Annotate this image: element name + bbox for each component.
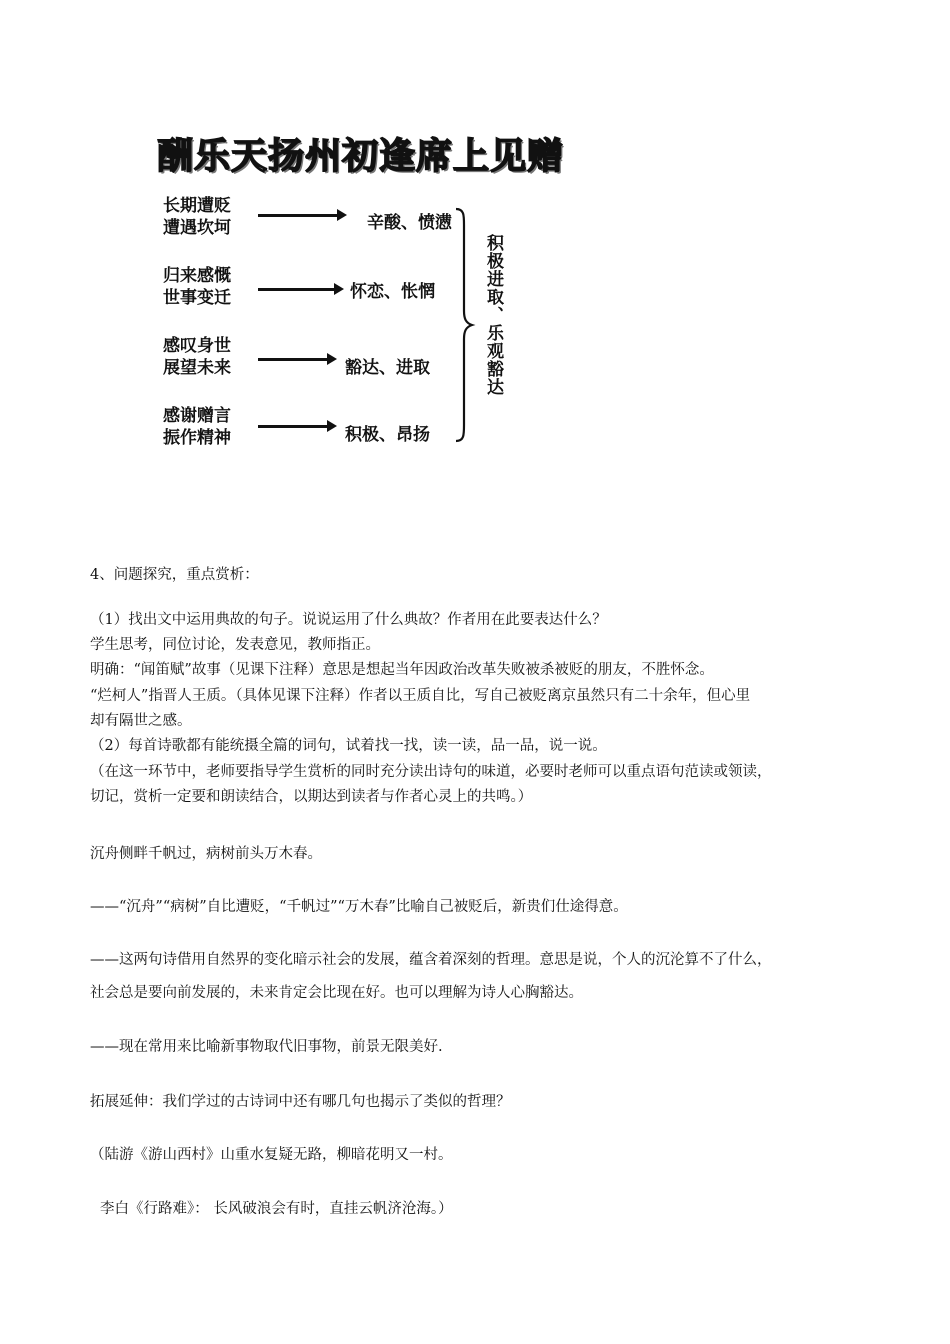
cause-line: 感叹身世 bbox=[163, 336, 231, 356]
cause-label bbox=[163, 405, 253, 449]
emotion-label: 怀恋、怅惘 bbox=[350, 282, 435, 302]
question-2-note: （在这一环节中，老师要指导学生赏析的同时充分读出诗句的味道，必要时老师可以重点语句范读或领读， bbox=[90, 764, 772, 780]
arrow-icon bbox=[258, 425, 328, 428]
summary-label: 积极进取、乐观豁达 bbox=[483, 234, 503, 396]
question-1-method: 学生思考，同位讨论，发表意见，教师指正。 bbox=[90, 637, 380, 653]
cause-line: 感谢赠言 bbox=[163, 406, 231, 426]
cause-label bbox=[163, 265, 253, 309]
question-1-answer: 明确：“闻笛赋”故事（见课下注释）意思是想起当年因政治改革失败被杀被贬的朋友，不胜怀念。 bbox=[90, 662, 714, 678]
question-1-answer: 却有隔世之感。 bbox=[90, 713, 192, 729]
arrow-icon bbox=[258, 214, 338, 217]
extension-question: 拓展延伸：我们学过的古诗词中还有哪几句也揭示了类似的哲理？ bbox=[90, 1094, 511, 1110]
analysis-paragraph: ——“沉舟”“病树”自比遭贬，“千帆过”“万木春”比喻自己被贬后，新贵们仕途得意。 bbox=[90, 899, 628, 915]
emotion-label: 辛酸、愤懑 bbox=[367, 213, 452, 233]
emotion-label: 豁达、进取 bbox=[345, 358, 430, 378]
question-1-answer: “烂柯人”指晋人王质。（具体见课下注释）作者以王质自比，写自己被贬离京虽然只有二十余年，但心里 bbox=[90, 688, 751, 704]
example-line: （陆游《游山西村》山重水复疑无路，柳暗花明又一村。 bbox=[90, 1147, 453, 1163]
cause-line: 归来感慨 bbox=[163, 266, 231, 286]
analysis-paragraph: 社会总是要向前发展的，未来肯定会比现在好。也可以理解为诗人心胸豁达。 bbox=[90, 985, 583, 1001]
arrow-icon bbox=[258, 288, 335, 291]
poem-diagram bbox=[0, 0, 950, 470]
analysis-paragraph: ——这两句诗借用自然界的变化暗示社会的发展，蕴含着深刻的哲理。意思是说，个人的沉沦算不了什么， bbox=[90, 952, 772, 968]
example-line: 李白《行路难》： 长风破浪会有时，直挂云帆济沧海。） bbox=[100, 1201, 453, 1217]
cause-line: 长期遭贬 bbox=[163, 196, 231, 216]
analysis-paragraph: ——现在常用来比喻新事物取代旧事物，前景无限美好. bbox=[90, 1039, 443, 1055]
cause-line: 展望未来 bbox=[163, 358, 231, 378]
cause-label bbox=[163, 195, 253, 239]
verse-line: 沉舟侧畔千帆过，病树前头万木春。 bbox=[90, 846, 322, 862]
question-2: （2）每首诗歌都有能统摄全篇的词句，试着找一找，读一读，品一品，说一说。 bbox=[90, 738, 607, 754]
arrow-icon bbox=[258, 358, 328, 361]
emotion-label: 积极、昂扬 bbox=[345, 425, 430, 445]
cause-line: 世事变迁 bbox=[163, 288, 231, 308]
diagram-title: 酬乐天扬州初逢席上见赠 bbox=[157, 136, 565, 177]
brace-icon bbox=[452, 207, 476, 443]
cause-line: 遭遇坎坷 bbox=[163, 218, 231, 238]
cause-label bbox=[163, 335, 253, 379]
question-2-note: 切记，赏析一定要和朗读结合，以期达到读者与作者心灵上的共鸣。） bbox=[90, 789, 533, 805]
question-1: （1）找出文中运用典故的句子。说说运用了什么典故？作者用在此要表达什么？ bbox=[90, 612, 607, 628]
cause-line: 振作精神 bbox=[163, 428, 231, 448]
section-heading: 4、问题探究，重点赏析： bbox=[90, 567, 259, 583]
